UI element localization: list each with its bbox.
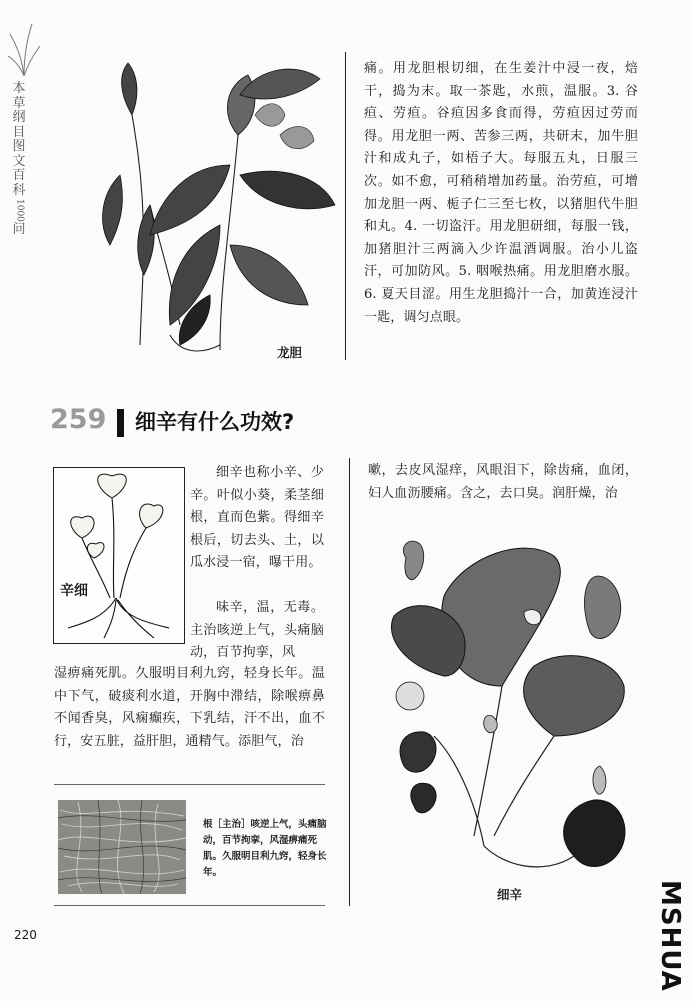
side-title-char: 草 [12,95,26,111]
heading-bar [117,409,124,437]
left-wrap-paragraph-1: 细辛也称小辛、少辛。叶似小葵，柔茎细根，直而色紫。得细辛根后，切去头、土，以瓜水浸一宿，曝干用。 [190,465,324,571]
divider-upper [54,784,325,785]
column-divider-top [345,52,346,360]
side-title-char: 本 [12,81,26,96]
xixin-woodcut-illustration [54,468,184,643]
page-number: 220 [14,928,37,942]
woodcut-label: 辛细 [60,583,88,599]
question-title: 细辛有什么功效? [135,410,295,434]
longdan-illustration [80,55,340,355]
column-divider-bottom [349,458,350,906]
side-title-char: 纲 [12,110,26,125]
divider-lower [54,905,325,906]
side-title-char: 目 [12,124,26,140]
xixin-caption: 细辛 [497,887,523,902]
grass-ornament-icon [6,20,42,78]
side-title-char: 图 [12,139,26,154]
woodcut-box [53,467,185,644]
watermark: MSHUA [655,880,685,992]
left-wrap-paragraph-2: 味辛，温，无毒。主治咳逆上气，头痛脑动，百节拘挛，风 [190,600,324,661]
top-right-paragraph: 痛。用龙胆根切细，在生姜汁中浸一夜，焙干，捣为末。取一茶匙，水煎，温服。3. 谷疸、劳疸。谷疸因多食而得，劳疸因过劳而得。用龙胆一两、苦参三两，共研末，加牛胆汁和成丸子，如梧子大。每服五丸，日服三次。如不愈，可稍稍增加药量。治劳疸，可增加龙胆一两、栀子仁三至七枚，以猪胆代牛胆和丸。4. 一切盗汗。用龙胆研细，每服一钱，加猪胆汁三两滴入少许温酒调服。治小儿盗汗，可加防风。5. 咽喉热痛。用龙胆磨水服。6. 夏天目涩。用生龙胆捣汁一合，加黄连浸汁一匙，调匀点眼。 [364,61,638,325]
longdan-caption: 龙胆 [277,345,303,360]
root-note: 根［主治］咳逆上气，头痛脑动，百节拘挛，风湿痹痛死肌。久服明目利九窍，轻身长年。 [203,819,327,878]
side-running-title [4,82,34,237]
side-title-char: 文 [12,153,26,169]
xixin-root-photo [58,800,186,894]
side-title-char: 百 [12,168,26,183]
side-title-char: 科 [12,182,26,198]
question-number: 259 [50,404,107,435]
left-full-paragraph: 湿痹痛死肌。久服明目利九窍，轻身长年。温中下气，破痰利水道，开胸中滞结，除喉痹鼻不闻香臭，风痫癫疾，下乳结，汗不出，血不行，安五脏，益肝胆，通精气。添胆气，治 [54,666,325,749]
side-title-char: 问 [12,221,26,237]
xixin-plate-illustration [384,536,634,886]
right-column-paragraph: 嗽，去皮风湿痒，风眼泪下，除齿痛，血闭，妇人血沥腰痛。含之，去口臭。润肝燥，治 [368,463,638,501]
side-title-char: 1000 [14,199,25,222]
